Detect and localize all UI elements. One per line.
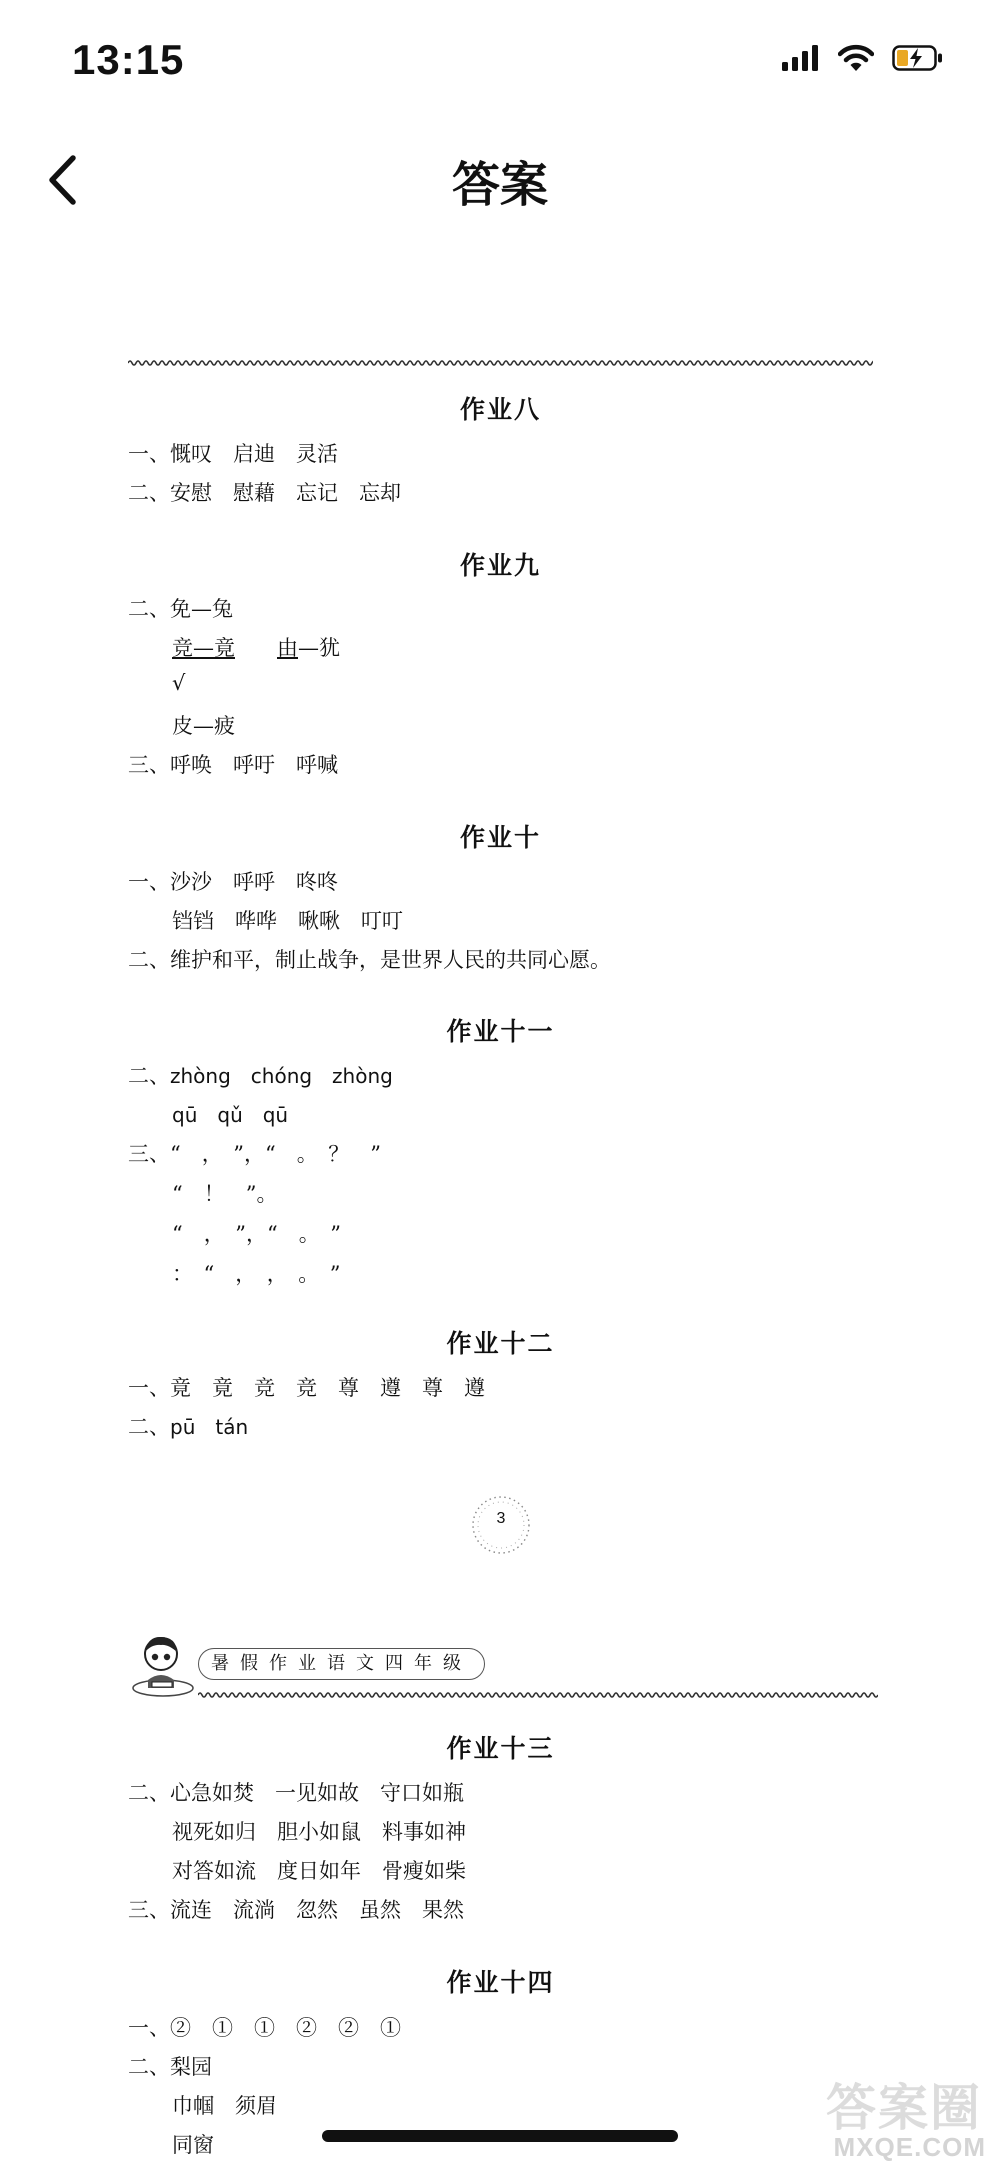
answer-line: 视死如归 胆小如鼠 料事如神 xyxy=(172,1820,466,1844)
section-title: 作业十三 xyxy=(446,1734,555,1763)
answer-word-underlined: 由 xyxy=(277,636,298,660)
section-title: 作业十四 xyxy=(446,1968,555,1997)
page-number-badge xyxy=(468,1492,534,1558)
answer-line: 二、心急如焚 一见如故 守口如瓶 xyxy=(128,1781,464,1805)
pinyin-answer: pū tán xyxy=(170,1415,249,1439)
answer-line: 二、免—兔 xyxy=(128,597,233,621)
wave-divider xyxy=(198,1688,878,1702)
answer-line: 三、呼唤 呼吁 呼喊 xyxy=(128,753,338,777)
section-title: 作业八 xyxy=(459,395,541,424)
pinyin-answer: zhòng chóng zhòng xyxy=(170,1064,393,1088)
answer-line: 皮—疲 xyxy=(172,714,235,738)
punctuation-answer: “ ！ ”。 xyxy=(172,1182,278,1206)
check-mark: √ xyxy=(172,671,186,695)
section-title: 作业十 xyxy=(459,823,541,852)
section-title: 作业十二 xyxy=(446,1329,555,1358)
item-number: 二、 xyxy=(128,1415,170,1439)
watermark-logo xyxy=(802,2068,992,2160)
answer-line: 一、慨叹 启迪 灵活 xyxy=(128,442,338,466)
answer-word: 竞—竟 xyxy=(172,636,235,660)
answer-line xyxy=(172,632,340,662)
answer-line: 二、梨园 xyxy=(128,2055,212,2079)
answer-line: 三、流连 流淌 忽然 虽然 果然 xyxy=(128,1898,464,1922)
home-indicator[interactable] xyxy=(322,2130,678,2142)
punctuation-answer: ： “ ， ， 。 ” xyxy=(172,1262,341,1286)
workbook-banner xyxy=(128,1630,878,1700)
page-number: 3 xyxy=(496,1510,506,1527)
answer-line: 巾帼 须眉 xyxy=(172,2094,277,2118)
item-number: 二、 xyxy=(128,1064,170,1088)
answer-line: 一、竟 竟 竞 竞 尊 遵 尊 遵 xyxy=(128,1376,485,1400)
watermark-url: MXQE.COM xyxy=(833,2132,986,2162)
answer-line xyxy=(128,1411,248,1441)
answer-line: 一、② ① ① ② ② ① xyxy=(128,2016,401,2040)
banner-title: 暑假作业语文四年级 xyxy=(198,1648,485,1680)
pinyin-answer: qū qǔ qū xyxy=(172,1103,289,1127)
answer-line: 同窗 xyxy=(172,2133,214,2157)
answer-line: 二、维护和平，制止战争，是世界人民的共同心愿。 xyxy=(128,948,611,972)
answer-word: —犹 xyxy=(298,636,340,660)
answer-line: 一、沙沙 呼呼 咚咚 xyxy=(128,870,338,894)
section-title: 作业十一 xyxy=(446,1017,555,1046)
watermark-text: 答案圈 xyxy=(826,2079,982,2137)
student-cartoon-icon xyxy=(128,1630,198,1700)
punctuation-answer: “ ， ”，“ 。 ” xyxy=(172,1222,341,1246)
answer-line: 铛铛 哗哗 啾啾 叮叮 xyxy=(172,909,403,933)
section-title: 作业九 xyxy=(459,551,541,580)
answer-line: 对答如流 度日如年 骨瘦如柴 xyxy=(172,1859,466,1883)
answer-line xyxy=(128,1060,393,1090)
answer-line: 二、安慰 慰藉 忘记 忘却 xyxy=(128,481,401,505)
punctuation-answer: 三、“ ， ”，“ 。 ？ ” xyxy=(128,1142,381,1166)
status-time: 13:15 xyxy=(72,36,185,83)
wave-divider xyxy=(128,356,873,370)
page-title: 答案 xyxy=(451,157,548,213)
